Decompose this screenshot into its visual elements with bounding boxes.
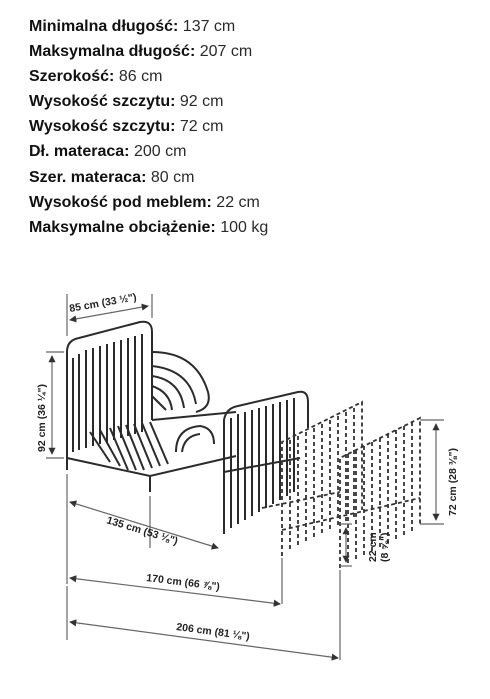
spec-label: Wysokość szczytu: [29, 93, 176, 111]
spec-footboard-height [29, 114, 469, 139]
spec-label: Dł. materaca: [29, 143, 130, 161]
spec-value: 80 cm [146, 168, 195, 186]
spec-width [29, 64, 469, 89]
spec-label: Maksymalna długość: [29, 43, 196, 61]
headboard [67, 322, 209, 458]
under-height-inch-label: (8 ⅝") [379, 532, 391, 562]
spec-label: Szerokość: [29, 68, 115, 86]
spec-value: 100 kg [215, 218, 269, 236]
spec-label: Wysokość szczytu: [29, 118, 176, 136]
length-min-label: 135 cm (53 ⅛") [105, 514, 180, 548]
spec-label: Wysokość pod meblem: [29, 193, 212, 211]
extension-dashed [262, 402, 420, 568]
spec-headboard-height [29, 89, 469, 114]
spec-value: 72 cm [175, 118, 224, 136]
spec-max-load [29, 215, 469, 240]
spec-value: 92 cm [175, 93, 224, 111]
spec-value: 137 cm [178, 18, 236, 35]
headboard-height-label: 92 cm (36 ¼") [36, 383, 48, 452]
spec-value: 86 cm [114, 68, 163, 86]
bed-dimension-diagram [0, 268, 490, 699]
under-height-label: 22 cm [367, 532, 379, 562]
length-mid-label: 170 cm (66 ⅞") [145, 572, 221, 593]
width-dimension-label: 85 cm (33 ½") [68, 291, 138, 315]
spec-mattress-length [29, 139, 469, 164]
spec-mattress-width [29, 165, 469, 190]
footboard-height-label: 72 cm (28 ⅜") [447, 447, 459, 516]
footboard [176, 392, 308, 534]
spec-max-length [29, 39, 469, 64]
bed-drawing [0, 268, 490, 699]
spec-label: Szer. materaca: [29, 168, 147, 186]
spec-value: 200 cm [129, 143, 187, 161]
length-max-label: 206 cm (81 ⅛") [175, 621, 251, 643]
spec-label: Minimalna długość: [29, 18, 179, 35]
spec-min-length [29, 14, 469, 39]
spec-under-height [29, 190, 469, 215]
spec-value: 207 cm [195, 43, 253, 61]
specifications-list [29, 14, 469, 240]
spec-value: 22 cm [211, 193, 260, 211]
spec-label: Maksymalne obciążenie: [29, 218, 216, 236]
